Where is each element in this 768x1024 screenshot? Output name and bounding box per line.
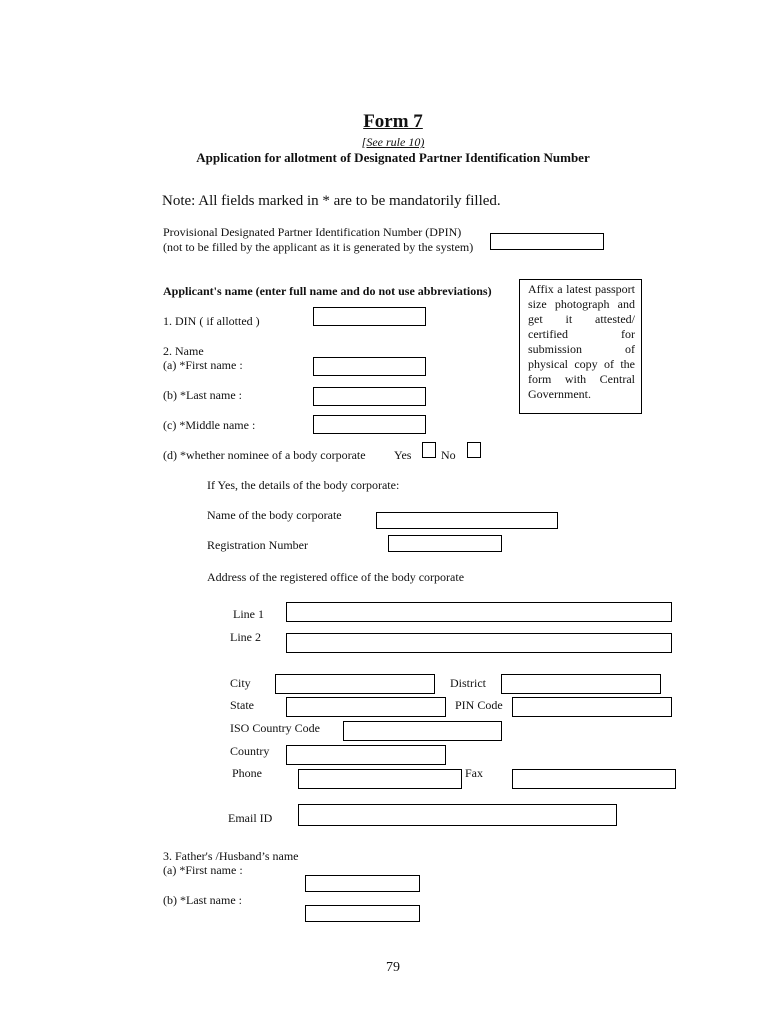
photo-box (519, 279, 642, 414)
pin-code-field[interactable] (512, 697, 672, 717)
father-last-name-field[interactable] (305, 905, 420, 922)
fax-label: Fax (465, 766, 483, 780)
father-first-name-field[interactable] (305, 875, 420, 892)
middle-name-label: (c) *Middle name : (163, 418, 256, 432)
dpin-field[interactable] (490, 233, 604, 250)
name-label: 2. Name (163, 344, 204, 358)
no-checkbox[interactable] (467, 442, 481, 458)
yes-checkbox[interactable] (422, 442, 436, 458)
mandatory-note: Note: All fields marked in * are to be mandatorily filled. (162, 193, 501, 209)
body-corporate-name-field[interactable] (376, 512, 558, 529)
father-first-name-label: (a) *First name : (163, 863, 243, 877)
din-field[interactable] (313, 307, 426, 326)
line2-label: Line 2 (230, 630, 261, 644)
no-label: No (441, 448, 456, 462)
iso-country-code-field[interactable] (343, 721, 502, 741)
address-line1-field[interactable] (286, 602, 672, 622)
address-line2-field[interactable] (286, 633, 672, 653)
form-title: Form 7 (363, 111, 423, 132)
body-corporate-name-label: Name of the body corporate (207, 508, 342, 522)
first-name-label: (a) *First name : (163, 358, 243, 372)
district-field[interactable] (501, 674, 661, 694)
district-label: District (450, 676, 486, 690)
middle-name-field[interactable] (313, 415, 426, 434)
pin-code-label: PIN Code (455, 698, 503, 712)
last-name-field[interactable] (313, 387, 426, 406)
first-name-field[interactable] (313, 357, 426, 376)
phone-label: Phone (232, 766, 262, 780)
line1-label: Line 1 (233, 607, 264, 621)
din-label: 1. DIN ( if allotted ) (163, 314, 260, 328)
city-label: City (230, 676, 251, 690)
dpin-label: Provisional Designated Partner Identification Number (DPIN) (163, 225, 462, 239)
if-yes-label: If Yes, the details of the body corporate: (207, 478, 400, 492)
dpin-note: (not to be filled by the applicant as it is generated by the system) (163, 240, 474, 254)
state-label: State (230, 698, 254, 712)
form-heading: Application for allotment of Designated Partner Identification Number (196, 150, 590, 165)
iso-country-code-label: ISO Country Code (230, 721, 320, 735)
last-name-label: (b) *Last name : (163, 388, 242, 402)
registration-number-field[interactable] (388, 535, 502, 552)
fax-field[interactable] (512, 769, 676, 789)
email-label: Email ID (228, 811, 273, 825)
state-field[interactable] (286, 697, 446, 717)
yes-label: Yes (394, 448, 412, 462)
rule-reference: [See rule 10) (361, 135, 425, 149)
phone-field[interactable] (298, 769, 462, 789)
page-number: 79 (386, 960, 400, 975)
applicant-name-heading: Applicant's name (enter full name and do not use abbreviations) (163, 284, 492, 298)
country-label: Country (230, 744, 270, 758)
nominee-label: (d) *whether nominee of a body corporate (163, 448, 366, 462)
city-field[interactable] (275, 674, 435, 694)
email-field[interactable] (298, 804, 617, 826)
address-label: Address of the registered office of the body corporate (207, 570, 465, 584)
country-field[interactable] (286, 745, 446, 765)
father-last-name-label: (b) *Last name : (163, 893, 242, 907)
photo-instructions: Affix a latest passport size photograph and get it attested/ certified for submission of physical copy of the form with Central Government. (528, 282, 635, 401)
father-husband-name-label: 3. Father's /Husband’s name (163, 849, 299, 863)
registration-number-label: Registration Number (207, 538, 308, 552)
